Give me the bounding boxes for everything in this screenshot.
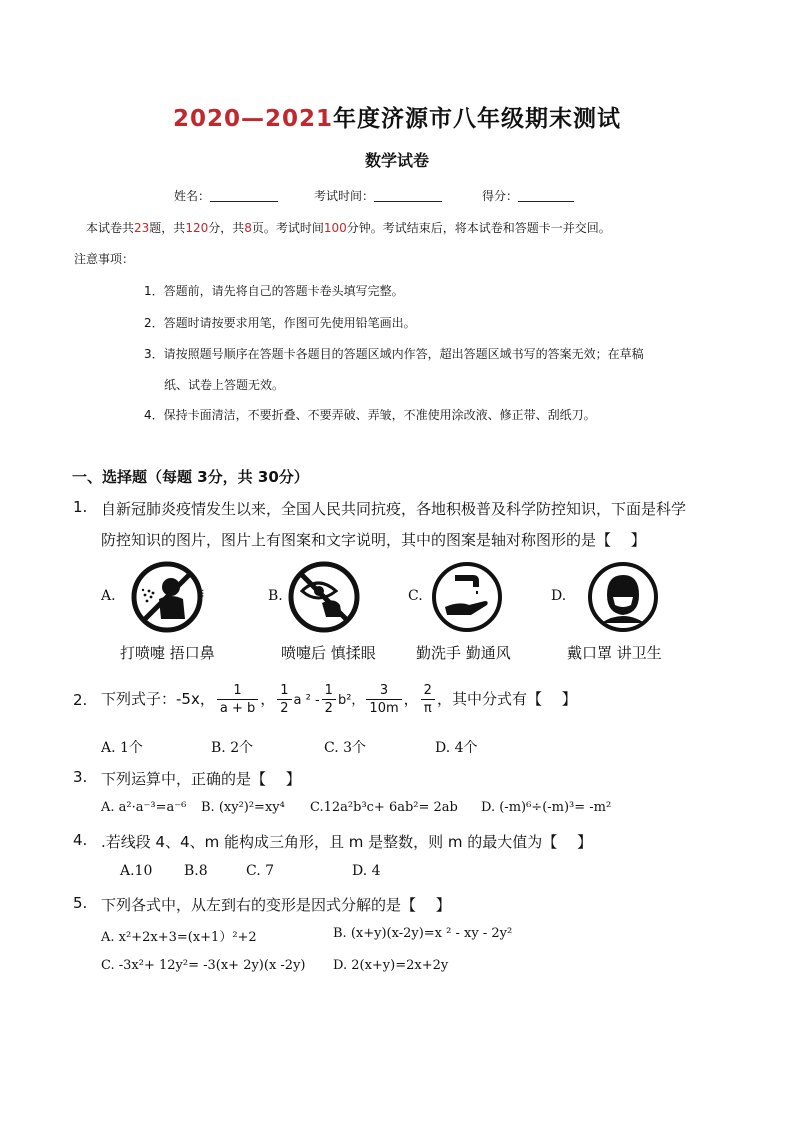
q1-option-c-label[interactable]: C. <box>408 588 423 604</box>
name-field[interactable] <box>174 187 278 204</box>
q1-stem-line2: 防控知识的图片，图片上有图案和文字说明，其中的图案是轴对称图形的是【 】 <box>101 531 646 549</box>
note-3: 3．请按照题号顺序在答题卡各题目的答题区域内作答，超出答题区域书写的答案无效；在草稿 <box>144 347 644 361</box>
q4-option-c[interactable]: C. 7 <box>246 863 275 879</box>
q5-option-a[interactable]: A. x²+2x+3=(x+1）²+2 <box>101 930 257 945</box>
q2-option-c[interactable]: C. 3个 <box>324 740 367 756</box>
exam-subtitle: 数学试卷 <box>364 151 429 170</box>
q4-stem: .若线段 4、4、m 能构成三角形，且 m 是整数，则 m 的最大值为【 】 <box>101 833 593 851</box>
time-blank[interactable] <box>374 189 442 202</box>
question-count: 23 <box>134 221 150 235</box>
q5-number: 5. <box>73 894 88 912</box>
q1-option-d-label[interactable]: D. <box>551 588 567 604</box>
score-field[interactable] <box>482 187 574 204</box>
q2-fraction-5: $\frac{2}{\pi}$ <box>421 682 435 717</box>
q4-number: 4. <box>73 831 88 849</box>
q3-option-c[interactable]: C.12a²b³c+ 6ab²= 2ab <box>310 800 458 815</box>
no-sneeze-icon <box>131 561 203 633</box>
q2-option-b[interactable]: B. 2个 <box>211 740 254 756</box>
note-4: 4．保持卡面清洁，不要折叠、不要弄破、弄皱，不准使用涂改液、修正带、刮纸刀。 <box>144 408 596 422</box>
name-label: 姓名： <box>174 189 211 203</box>
q4-option-b[interactable]: B.8 <box>184 863 208 879</box>
note-1: 1．答题前，请先将自己的答题卡卷头填写完整。 <box>144 284 404 298</box>
q1-caption-b: 喷嚏后 慎揉眼 <box>281 644 376 662</box>
q1-option-a-label[interactable]: A. <box>101 588 116 604</box>
q3-option-b[interactable]: B. (xy²)²=xy⁴ <box>201 800 285 815</box>
title-text: 年度济源市八年级期末测试 <box>333 106 622 132</box>
q3-option-a[interactable]: A. a²·a⁻³=a⁻⁶ <box>101 800 187 815</box>
total-score: 120 <box>185 221 209 235</box>
q1-stem-line1: 自新冠肺炎疫情发生以来，全国人民共同抗疫，各地积极普及科学防控知识，下面是科学 <box>101 500 687 518</box>
name-blank[interactable] <box>210 189 278 202</box>
q2-stem: 下列式子：-5x， $\frac{1}{a + b}$ ， $\frac{1}{2}$ a ² - $\frac{1}{2}$ b²， $\frac{3}{10m}$ ， $\frac{2}{\pi}$ ，其中分式有【 】 <box>101 683 577 716</box>
q2-fraction-2: $\frac{1}{2}$ <box>277 682 291 717</box>
score-label: 得分： <box>482 189 519 203</box>
q2-fraction-1: $\frac{1}{a + b}$ <box>217 682 258 717</box>
title-year: 2020—2021 <box>172 106 334 132</box>
q5-option-d[interactable]: D. 2(x+y)=2x+2y <box>333 958 449 973</box>
q1-caption-a: 打喷嚏 捂口鼻 <box>120 644 215 662</box>
section-heading: 一、选择题（每题 3分，共 30分） <box>72 468 309 486</box>
wash-hands-icon <box>431 561 503 633</box>
q2-option-d[interactable]: D. 4个 <box>435 740 478 756</box>
q3-option-d[interactable]: D. (-m)⁶÷(-m)³= -m² <box>481 800 612 815</box>
q2-number: 2. <box>73 691 88 709</box>
q3-stem: 下列运算中，正确的是【 】 <box>101 770 301 788</box>
q4-option-d[interactable]: D. 4 <box>352 863 381 879</box>
q5-stem: 下列各式中，从左到右的变形是因式分解的是【 】 <box>101 896 451 914</box>
q3-number: 3. <box>73 768 88 786</box>
note-2: 2．答题时请按要求用笔，作图可先使用铅笔画出。 <box>144 316 416 330</box>
exam-minutes: 100 <box>323 221 347 235</box>
q1-a-dots: ⁝ <box>201 587 205 600</box>
note-3-cont: 纸、试卷上答题无效。 <box>164 378 285 392</box>
page-count: 8 <box>244 221 252 235</box>
q1-caption-c: 勤洗手 勤通风 <box>416 644 511 662</box>
exam-title <box>0 100 794 133</box>
q1-caption-d: 戴口罩 讲卫生 <box>567 644 662 662</box>
score-blank[interactable] <box>518 189 574 202</box>
q1-option-b-label[interactable]: B. <box>268 588 283 604</box>
q4-option-a[interactable]: A.10 <box>120 863 153 879</box>
q2-fraction-4: $\frac{3}{10m}$ <box>366 682 401 717</box>
no-rub-eye-icon <box>288 561 360 633</box>
q2-fraction-3: $\frac{1}{2}$ <box>322 682 336 717</box>
notes-heading: 注意事项： <box>74 252 135 266</box>
wear-mask-icon <box>587 561 659 633</box>
time-field[interactable] <box>314 187 442 204</box>
q2-option-a[interactable]: A. 1个 <box>101 740 143 756</box>
time-label: 考试时间： <box>314 189 375 203</box>
q1-number: 1. <box>73 498 88 516</box>
q5-option-b[interactable]: B. (x+y)(x-2y)=x ² - xy - 2y² <box>333 926 513 941</box>
exam-intro: 本试卷共23题，共120分，共8页。考试时间100分钟。考试结束后，将本试卷和答题卡一并交回。 <box>86 221 611 235</box>
q5-option-c[interactable]: C. -3x²+ 12y²= -3(x+ 2y)(x -2y) <box>101 958 306 973</box>
